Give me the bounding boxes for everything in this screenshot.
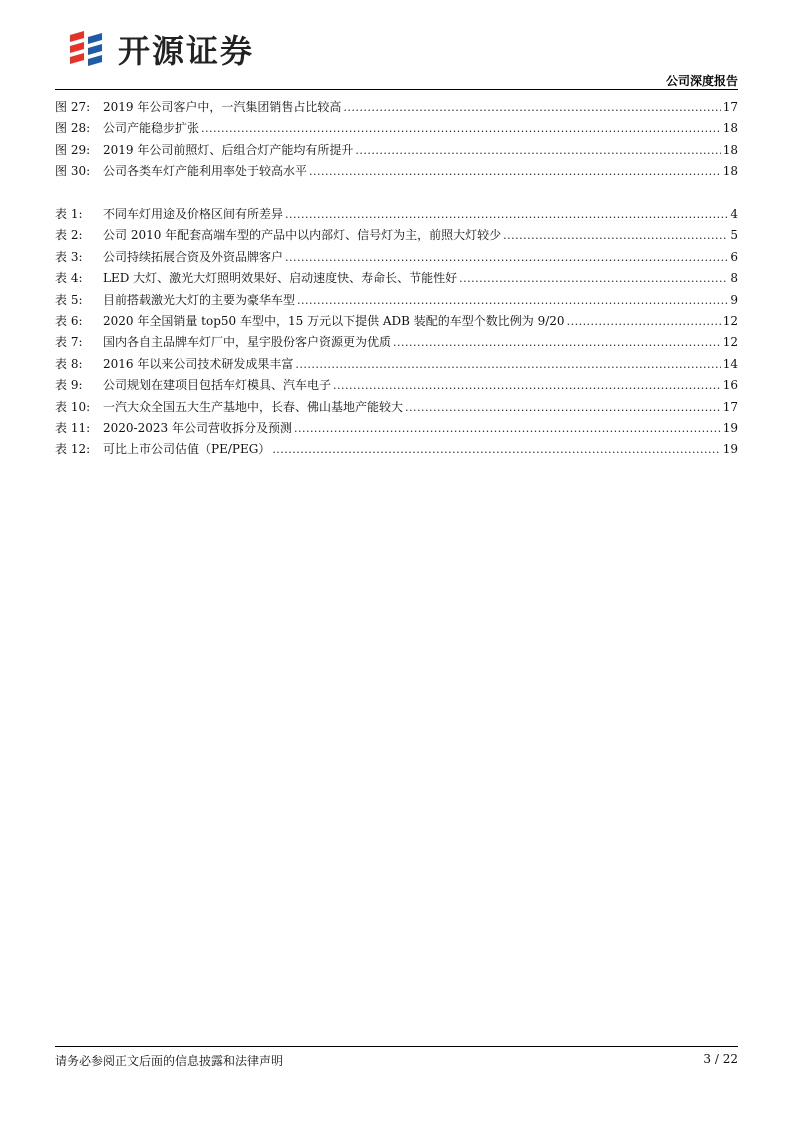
toc-row[interactable] <box>55 439 738 460</box>
toc-row[interactable] <box>55 354 738 375</box>
toc-label: 表 5: <box>55 292 83 307</box>
dot-leader <box>297 290 728 311</box>
dot-leader <box>405 397 721 418</box>
toc-label: 表 6: <box>55 313 83 328</box>
toc-page: 18 <box>722 121 738 136</box>
toc-title: 可比上市公司估值（PE/PEG） <box>103 442 271 457</box>
dot-leader <box>503 225 728 246</box>
toc-page: 18 <box>722 142 738 157</box>
toc-title: LED 大灯、激光大灯照明效果好、启动速度快、寿命长、节能性好 <box>103 271 458 286</box>
toc-label: 表 1: <box>55 207 83 221</box>
brand-logo-icon <box>66 29 110 69</box>
toc-page: 16 <box>722 378 738 393</box>
dot-leader <box>459 268 728 289</box>
footer-divider <box>55 1046 738 1047</box>
dot-leader <box>294 418 721 439</box>
toc-page: 9 <box>730 292 738 307</box>
toc-page: 19 <box>722 442 738 457</box>
toc-label: 表 3: <box>55 249 83 264</box>
dot-leader <box>343 97 720 118</box>
dot-leader <box>201 118 721 139</box>
toc-title: 2020-2023 年公司营收拆分及预测 <box>103 420 292 435</box>
footer-disclaimer: 请务必参阅正文后面的信息披露和法律声明 <box>55 1054 284 1068</box>
toc-title: 2016 年以来公司技术研发成果丰富 <box>103 356 294 371</box>
toc-page: 17 <box>722 399 738 414</box>
toc-label: 表 9: <box>55 378 83 393</box>
toc-page: 4 <box>730 207 738 221</box>
toc-title: 公司 2010 年配套高端车型的产品中以内部灯、信号灯为主，前照大灯较少 <box>103 228 502 243</box>
header-divider <box>55 89 738 90</box>
toc-page: 18 <box>722 164 738 179</box>
dot-leader <box>333 375 721 396</box>
figure-list <box>55 97 738 183</box>
toc-title: 一汽大众全国五大生产基地中，长春、佛山基地产能较大 <box>103 399 404 414</box>
toc-label: 表 11: <box>55 420 91 435</box>
brand-name: 开源证券 <box>118 32 255 70</box>
toc-page: 12 <box>722 313 738 328</box>
toc-page: 14 <box>722 356 738 371</box>
toc-row[interactable] <box>55 118 738 139</box>
toc-page: 12 <box>722 335 738 350</box>
toc-page: 6 <box>730 249 738 264</box>
dot-leader <box>309 161 721 182</box>
toc-row[interactable] <box>55 268 738 289</box>
toc-row[interactable] <box>55 97 738 118</box>
toc-label: 表 7: <box>55 335 83 350</box>
dot-leader <box>295 354 720 375</box>
toc-title: 2019 年公司客户中，一汽集团销售占比较高 <box>103 100 342 114</box>
toc-title: 国内各自主品牌车灯厂中，星宇股份客户资源更为优质 <box>103 335 392 350</box>
dot-leader <box>285 247 728 268</box>
toc-title: 目前搭载激光大灯的主要为豪华车型 <box>103 292 296 307</box>
brand-logo <box>66 28 254 70</box>
dot-leader <box>355 140 720 161</box>
dot-leader <box>567 311 721 332</box>
toc-title: 2020 年全国销量 top50 车型中，15 万元以下提供 ADB 装配的车型个数比例为 9/20 <box>103 313 565 328</box>
toc-title: 不同车灯用途及价格区间有所差异 <box>103 207 284 221</box>
toc-label: 图 28: <box>55 121 91 136</box>
toc-title: 2019 年公司前照灯、后组合灯产能均有所提升 <box>103 142 354 157</box>
toc-title: 公司各类车灯产能利用率处于较高水平 <box>103 164 308 179</box>
toc-page: 17 <box>722 100 738 114</box>
dot-leader <box>393 332 721 353</box>
toc-row[interactable] <box>55 332 738 353</box>
toc-row[interactable] <box>55 397 738 418</box>
toc-row[interactable] <box>55 311 738 332</box>
table-list <box>55 204 738 461</box>
dot-leader <box>285 204 728 225</box>
toc-label: 表 2: <box>55 228 83 243</box>
toc-label: 图 27: <box>55 100 91 114</box>
toc-row[interactable] <box>55 290 738 311</box>
toc-row[interactable] <box>55 161 738 182</box>
page-number: 3 / 22 <box>703 1052 738 1066</box>
toc-title: 公司持续拓展合资及外资品牌客户 <box>103 249 284 264</box>
toc-label: 图 29: <box>55 142 91 157</box>
toc-page: 19 <box>722 420 738 435</box>
toc-label: 表 4: <box>55 271 83 286</box>
toc-label: 图 30: <box>55 164 91 179</box>
toc-page: 8 <box>730 271 738 286</box>
toc-label: 表 10: <box>55 399 91 414</box>
toc-title: 公司规划在建项目包括车灯模具、汽车电子 <box>103 378 332 393</box>
toc-row[interactable] <box>55 140 738 161</box>
toc-row[interactable] <box>55 204 738 225</box>
toc-row[interactable] <box>55 225 738 246</box>
report-type: 公司深度报告 <box>665 74 738 88</box>
toc-row[interactable] <box>55 418 738 439</box>
toc-label: 表 8: <box>55 356 83 371</box>
toc-label: 表 12: <box>55 442 91 457</box>
toc-title: 公司产能稳步扩张 <box>103 121 200 136</box>
toc-row[interactable] <box>55 375 738 396</box>
toc-page: 5 <box>730 228 738 243</box>
toc-row[interactable] <box>55 247 738 268</box>
dot-leader <box>272 439 720 460</box>
